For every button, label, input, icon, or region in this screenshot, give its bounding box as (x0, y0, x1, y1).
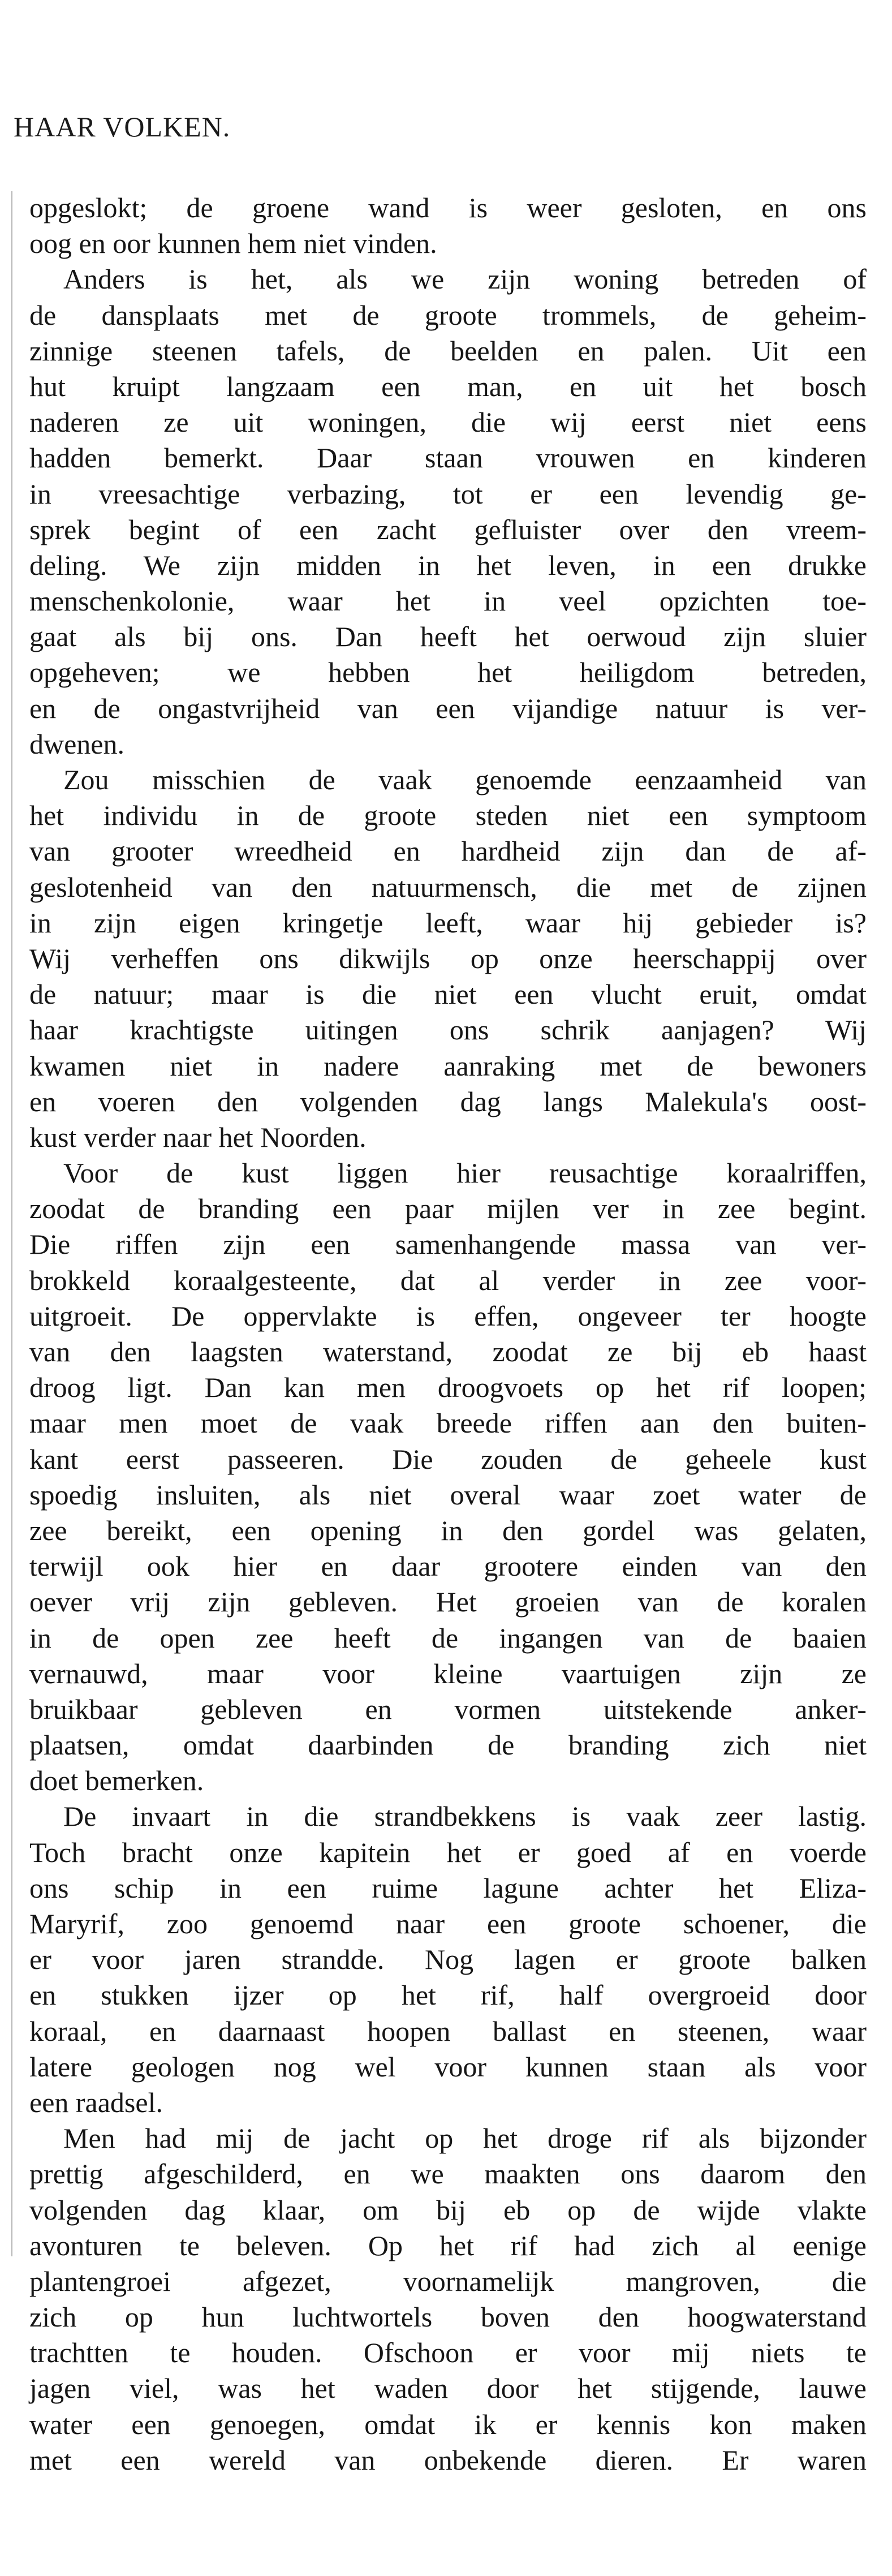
text-line: hut kruipt langzaam een man, en uit het bosch (29, 370, 867, 402)
text-line: Die riffen zijn een samenhangende massa van ver- (29, 1228, 867, 1261)
text-line: Maryrif, zoo genoemd naar een groote schoener, die (29, 1908, 867, 1939)
text-line: deling. We zijn midden in het leven, in een drukke (29, 549, 867, 581)
text-line: er voor jaren strandde. Nog lagen er groote balken (29, 1943, 867, 1976)
text-line: opgeheven; we hebben het heiligdom betreden, (29, 656, 867, 689)
text-line: ons schip in een ruime lagune achter het Eliza- (29, 1872, 867, 1904)
text-line: vernauwd, maar voor kleine vaartuigen zijn ze (29, 1657, 867, 1689)
text-line: van den laagsten waterstand, zoodat ze bij eb haast (29, 1336, 867, 1367)
text-line: zinnige steenen tafels, de beelden en palen. Uit een (29, 334, 867, 367)
text-line: dwenen. (29, 728, 124, 760)
text-line: maar men moet de vaak breede riffen aan den buiten- (29, 1407, 867, 1439)
text-line: uitgroeit. De oppervlakte is effen, ongeveer ter hoogte (29, 1300, 867, 1332)
text-line: gaat als bij ons. Dan heeft het oerwoud zijn sluier (29, 621, 867, 653)
text-line: jagen viel, was het waden door het stijgende, lauwe (29, 2372, 867, 2405)
text-line: van grooter wreedheid en hardheid zijn dan de af- (29, 835, 867, 867)
text-line: droog ligt. Dan kan men droogvoets op het rif loopen; (29, 1371, 867, 1404)
text-line: zich op hun luchtwortels boven den hoogwaterstand (29, 2301, 867, 2333)
text-line: water een genoegen, omdat ik er kennis kon maken (29, 2408, 867, 2440)
text-line: het individu in de groote steden niet een symptoom (29, 799, 867, 832)
text-line: kant eerst passeeren. Die zouden de geheele kust (29, 1443, 867, 1475)
text-line: de natuur; maar is die niet een vlucht eruit, omdat (29, 978, 867, 1010)
text-line: avonturen te beleven. Op het rif had zich al eenige (29, 2229, 867, 2261)
text-line: de dansplaats met de groote trommels, de geheim- (29, 299, 867, 331)
text-line: naderen ze uit woningen, die wij eerst niet eens (29, 406, 867, 438)
text-line: en voeren den volgenden dag langs Malekula's oost- (29, 1085, 867, 1117)
text-line: Anders is het, als we zijn woning betreden of (63, 263, 867, 295)
text-line: hadden bemerkt. Daar staan vrouwen en kinderen (29, 442, 867, 474)
body-text (29, 190, 867, 2478)
text-line: en de ongastvrijheid van een vijandige natuur is ver- (29, 692, 867, 724)
text-line: spoedig insluiten, als niet overal waar zoet water de (29, 1478, 867, 1511)
text-line: terwijl ook hier en daar grootere einden van den (29, 1550, 867, 1582)
text-line: zee bereikt, een opening in den gordel was gelaten, (29, 1514, 867, 1546)
text-line: met een wereld van onbekende dieren. Er waren (29, 2444, 867, 2476)
text-line: opgeslokt; de groene wand is weer gesloten, en ons (29, 192, 867, 223)
text-line: volgenden dag klaar, om bij eb op de wijde vlakte (29, 2194, 867, 2226)
text-line: Toch bracht onze kapitein het er goed af en voerde (29, 1836, 867, 1868)
text-line: sprek begint of een zacht gefluister over den vreem- (29, 513, 867, 545)
text-line: een raadsel. (29, 2086, 163, 2118)
text-line: Men had mij de jacht op het droge rif als bijzonder (63, 2122, 867, 2154)
text-line: plantengroei afgezet, voornamelijk mangroven, die (29, 2265, 867, 2297)
text-line: in zijn eigen kringetje leeft, waar hij gebieder is? (29, 906, 867, 939)
text-line: De invaart in die strandbekkens is vaak zeer lastig. (63, 1800, 867, 1833)
text-line: doet bemerken. (29, 1765, 204, 1797)
text-line: koraal, en daarnaast hoopen ballast en steenen, waar (29, 2015, 867, 2047)
text-line: zoodat de branding een paar mijlen ver in zee begint. (29, 1193, 867, 1225)
text-line: latere geologen nog wel voor kunnen staan als voor (29, 2050, 867, 2083)
text-line: bruikbaar gebleven en vormen uitstekende anker- (29, 1693, 867, 1725)
text-line: brokkeld koraalgesteente, dat al verder in zee voor- (29, 1264, 867, 1296)
text-line: in de open zee heeft de ingangen van de baaien (29, 1622, 867, 1654)
running-head: HAAR VOLKEN. (14, 111, 231, 143)
text-line: kwamen niet in nadere aanraking met de bewoners (29, 1050, 867, 1082)
text-line: oog en oor kunnen hem niet vinden. (29, 227, 437, 260)
text-line: en stukken ijzer op het rif, half overgroeid door (29, 1979, 867, 2011)
text-line: haar krachtigste uitingen ons schrik aanjagen? Wij (29, 1014, 867, 1046)
text-line: oever vrij zijn gebleven. Het groeien van de koralen (29, 1586, 867, 1618)
text-line: Wij verheffen ons dikwijls op onze heerschappij over (29, 942, 867, 974)
text-line: in vreesachtige verbazing, tot er een levendig ge- (29, 478, 867, 510)
text-line: prettig afgeschilderd, en we maakten ons daarom den (29, 2158, 867, 2190)
text-line: plaatsen, omdat daarbinden de branding zich niet (29, 1729, 867, 1761)
text-line: Zou misschien de vaak genoemde eenzaamheid van (63, 764, 867, 795)
text-line: menschenkolonie, waar het in veel opzichten toe- (29, 585, 867, 617)
text-line: trachtten te houden. Ofschoon er voor mij niets te (29, 2337, 867, 2369)
text-line: kust verder naar het Noorden. (29, 1121, 367, 1153)
text-line: Voor de kust liggen hier reusachtige koraalriffen, (63, 1157, 867, 1189)
text-line: geslotenheid van den natuurmensch, die met de zijnen (29, 871, 867, 903)
margin-rule (11, 191, 12, 2256)
